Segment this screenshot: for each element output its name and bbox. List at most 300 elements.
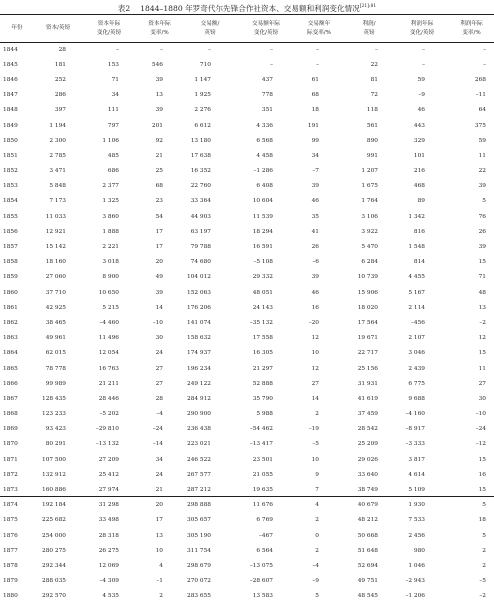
year-cell: 1864: [3, 350, 18, 357]
value-cell: –24: [152, 426, 163, 433]
value-cell: 22: [370, 61, 378, 68]
value-cell: 311 754: [187, 547, 211, 554]
value-cell: 17: [155, 244, 163, 251]
value-cell: –1 286: [253, 168, 273, 175]
value-cell: 15: [478, 259, 486, 266]
value-cell: 80 291: [45, 441, 66, 448]
value-cell: 17 564: [357, 319, 378, 326]
value-cell: –10: [152, 319, 163, 326]
value-cell: 4: [315, 502, 319, 509]
value-cell: 2 107: [408, 335, 425, 342]
value-cell: –13 075: [249, 562, 273, 569]
value-cell: 48 051: [252, 289, 273, 296]
value-cell: 20: [155, 259, 163, 266]
value-cell: 33 498: [98, 517, 119, 524]
value-cell: 270 072: [187, 578, 211, 585]
header-row: [0, 15, 494, 42]
value-cell: 12: [478, 335, 486, 342]
value-cell: 710: [199, 61, 211, 68]
value-cell: 28 542: [357, 426, 378, 433]
value-cell: 1 106: [102, 137, 119, 144]
value-cell: –: [483, 46, 486, 53]
table-row: [0, 255, 494, 270]
value-cell: 437: [261, 76, 273, 83]
value-cell: –1 206: [405, 593, 425, 600]
year-cell: 1844: [3, 46, 18, 53]
value-cell: 1 888: [102, 228, 119, 235]
year-cell: 1845: [3, 61, 18, 68]
year-cell: 1877: [3, 547, 18, 554]
value-cell: 2 439: [408, 365, 425, 372]
value-cell: 27: [478, 380, 486, 387]
year-cell: 1847: [3, 92, 18, 99]
value-cell: 63 197: [190, 228, 211, 235]
value-cell: 152 063: [187, 289, 211, 296]
value-cell: 443: [413, 122, 425, 129]
value-cell: –5: [312, 441, 319, 448]
value-cell: 298 679: [187, 562, 211, 569]
value-cell: 686: [107, 168, 119, 175]
value-cell: 123 233: [42, 411, 66, 418]
value-cell: 40 679: [357, 502, 378, 509]
value-cell: 216: [413, 168, 425, 175]
value-cell: 14: [311, 395, 319, 402]
value-cell: 1 930: [408, 502, 425, 509]
column-header-6: [295, 15, 343, 42]
value-cell: 3 018: [102, 259, 119, 266]
value-cell: 16 305: [252, 350, 273, 357]
value-cell: 485: [107, 152, 119, 159]
value-cell: 12: [311, 335, 319, 342]
value-cell: 72: [370, 92, 378, 99]
value-cell: 305 190: [187, 532, 211, 539]
value-cell: 280 275: [42, 547, 66, 554]
value-cell: 284 912: [187, 395, 211, 402]
value-cell: 71: [111, 76, 119, 83]
value-cell: –14: [152, 441, 163, 448]
year-cell: 1865: [3, 365, 18, 372]
year-cell: 1873: [3, 487, 18, 494]
value-cell: –4 309: [99, 578, 119, 585]
value-cell: 49: [155, 274, 163, 281]
value-cell: 18: [311, 107, 319, 114]
value-cell: 3 860: [102, 213, 119, 220]
value-cell: 30: [478, 395, 486, 402]
value-cell: 4: [159, 562, 163, 569]
year-cell: 1851: [3, 152, 18, 159]
value-cell: 3 471: [49, 168, 66, 175]
year-cell: 1879: [3, 578, 18, 585]
value-cell: 890: [366, 137, 378, 144]
value-cell: 329: [413, 137, 425, 144]
value-cell: –: [422, 61, 425, 68]
table-row: [0, 239, 494, 254]
value-cell: 0: [315, 532, 319, 539]
table-row: [0, 574, 494, 589]
column-header-2: [82, 15, 136, 42]
value-cell: 7 173: [49, 198, 66, 205]
table-title: 1844–1880 年罗奇代尔先锋合作社资本、交易额和利润变化情况: [140, 4, 360, 13]
year-cell: 1859: [3, 274, 18, 281]
value-cell: –: [270, 61, 273, 68]
value-cell: 101: [413, 152, 425, 159]
value-cell: 28: [155, 395, 163, 402]
table-row: [0, 498, 494, 513]
table-row: [0, 482, 494, 497]
year-cell: 1850: [3, 137, 18, 144]
value-cell: 20: [155, 502, 163, 509]
value-cell: 5 167: [408, 289, 425, 296]
value-cell: 28 318: [98, 532, 119, 539]
table-row: [0, 467, 494, 482]
value-cell: 9 688: [408, 395, 425, 402]
table-row: [0, 103, 494, 118]
value-cell: 16: [311, 304, 319, 311]
table-row: [0, 209, 494, 224]
value-cell: 25 209: [357, 441, 378, 448]
year-cell: 1875: [3, 517, 18, 524]
value-cell: 21 297: [252, 365, 273, 372]
value-cell: 31 298: [98, 502, 119, 509]
value-cell: 246 522: [187, 456, 211, 463]
value-cell: 34: [111, 92, 119, 99]
value-cell: 288 035: [42, 578, 66, 585]
value-cell: 5: [482, 532, 486, 539]
value-cell: 25 412: [98, 471, 119, 478]
year-cell: 1863: [3, 335, 18, 342]
value-cell: 2: [482, 547, 486, 554]
value-cell: 2 114: [408, 304, 425, 311]
value-cell: 3 817: [408, 456, 425, 463]
year-cell: 1876: [3, 532, 18, 539]
year-cell: 1849: [3, 122, 18, 129]
value-cell: 8 900: [102, 274, 119, 281]
value-cell: 10: [311, 350, 319, 357]
value-cell: 2: [315, 547, 319, 554]
value-cell: –28 607: [249, 578, 273, 585]
column-header-line: 变化/英镑: [409, 29, 435, 36]
column-header-line: 利润年际: [460, 20, 483, 27]
value-cell: –5: [479, 578, 486, 585]
year-cell: 1874: [3, 502, 18, 509]
value-cell: 11 496: [98, 335, 119, 342]
value-cell: –35 132: [249, 319, 273, 326]
value-cell: 3 922: [361, 228, 378, 235]
value-cell: 2 276: [194, 107, 211, 114]
value-cell: 35: [311, 213, 319, 220]
value-cell: 76: [478, 213, 486, 220]
value-cell: 79 788: [190, 244, 211, 251]
value-cell: –456: [411, 319, 425, 326]
column-header-line: 利润年际: [410, 20, 434, 27]
table-row: [0, 437, 494, 452]
table-row: [0, 164, 494, 179]
table-row: [0, 376, 494, 391]
value-cell: 54: [155, 213, 163, 220]
value-cell: 16 591: [252, 244, 273, 251]
value-cell: 13: [478, 304, 486, 311]
table-row: [0, 88, 494, 103]
value-cell: 5 470: [361, 244, 378, 251]
value-cell: 814: [413, 259, 425, 266]
value-cell: 27: [311, 380, 319, 387]
table-number: 表2: [117, 4, 131, 13]
table-row: [0, 331, 494, 346]
value-cell: 29 332: [252, 274, 273, 281]
value-cell: 2 456: [408, 532, 425, 539]
value-cell: –13 132: [95, 441, 119, 448]
value-cell: 160 886: [42, 487, 66, 494]
value-cell: 10 650: [98, 289, 119, 296]
value-cell: 5 848: [49, 183, 66, 190]
value-cell: 18 160: [45, 259, 66, 266]
table-row: [0, 179, 494, 194]
value-cell: 39: [478, 183, 486, 190]
value-cell: 71: [478, 274, 486, 281]
year-cell: 1868: [3, 411, 18, 418]
value-cell: 298 888: [187, 502, 211, 509]
value-cell: 37 459: [357, 411, 378, 418]
value-cell: 268: [474, 76, 486, 83]
table-row: [0, 346, 494, 361]
value-cell: 39: [155, 107, 163, 114]
value-cell: 290 900: [187, 411, 211, 418]
value-cell: 59: [478, 137, 486, 144]
value-cell: –4 460: [99, 319, 119, 326]
year-cell: 1855: [3, 213, 18, 220]
value-cell: 1 675: [361, 183, 378, 190]
column-header-line: 资本年际: [97, 20, 121, 27]
value-cell: 2: [482, 562, 486, 569]
table-row: [0, 285, 494, 300]
value-cell: 11 676: [252, 502, 273, 509]
value-cell: 13: [155, 92, 163, 99]
value-cell: –20: [308, 319, 319, 326]
table-row: [0, 133, 494, 148]
year-cell: 1860: [3, 289, 18, 296]
value-cell: –: [316, 46, 319, 53]
value-cell: 1 194: [49, 122, 66, 129]
value-cell: 24 143: [252, 304, 273, 311]
value-cell: 181: [54, 61, 66, 68]
value-cell: 29 026: [357, 456, 378, 463]
value-cell: 19 671: [357, 335, 378, 342]
value-cell: 2: [315, 517, 319, 524]
value-cell: –13 417: [249, 441, 273, 448]
value-cell: 41 619: [357, 395, 378, 402]
table-row: [0, 42, 494, 57]
table-row: [0, 513, 494, 528]
value-cell: 44 903: [190, 213, 211, 220]
value-cell: –7: [312, 168, 319, 175]
value-cell: 46: [311, 198, 319, 205]
value-cell: 26: [478, 228, 486, 235]
value-cell: 252: [54, 76, 66, 83]
column-header-8: [395, 15, 449, 42]
value-cell: –24: [475, 426, 486, 433]
value-cell: 7: [315, 487, 319, 494]
year-cell: 1858: [3, 259, 18, 266]
value-cell: 21 211: [98, 380, 119, 387]
citation-ref: [21]:81: [359, 4, 377, 9]
value-cell: 132 912: [42, 471, 66, 478]
value-cell: 17 638: [190, 152, 211, 159]
table-row: [0, 361, 494, 376]
value-cell: 12 921: [45, 228, 66, 235]
value-cell: 6 284: [361, 259, 378, 266]
year-cell: 1846: [3, 76, 18, 83]
value-cell: 1 764: [361, 198, 378, 205]
value-cell: –11: [475, 92, 486, 99]
value-cell: 27: [155, 380, 163, 387]
column-header-0: [0, 15, 34, 42]
value-cell: 15: [478, 487, 486, 494]
value-cell: 158 632: [187, 335, 211, 342]
value-cell: –29 810: [95, 426, 119, 433]
value-cell: –9: [418, 92, 425, 99]
column-header-line: 变化/英镑: [253, 29, 279, 36]
table-row: [0, 118, 494, 133]
value-cell: 27 974: [98, 487, 119, 494]
value-cell: 1 147: [194, 76, 211, 83]
column-header-line: 年份: [11, 25, 23, 31]
value-cell: 26 275: [98, 547, 119, 554]
value-cell: –4: [156, 411, 163, 418]
table-body: [0, 42, 494, 604]
value-cell: –6: [312, 259, 319, 266]
value-cell: –2 943: [405, 578, 425, 585]
value-cell: 15 906: [357, 289, 378, 296]
value-cell: 4 535: [102, 593, 119, 600]
value-cell: 11: [478, 152, 486, 159]
table-row: [0, 224, 494, 239]
value-cell: 1 925: [194, 92, 211, 99]
table-row: [0, 194, 494, 209]
value-cell: 68: [311, 92, 319, 99]
value-cell: 50 668: [357, 532, 378, 539]
value-cell: –: [160, 46, 163, 53]
value-cell: 141 074: [187, 319, 211, 326]
value-cell: 41: [311, 228, 319, 235]
value-cell: 4 455: [408, 274, 425, 281]
year-cell: 1856: [3, 228, 18, 235]
value-cell: 15: [478, 350, 486, 357]
value-cell: –: [116, 46, 119, 53]
table-row: [0, 543, 494, 558]
value-cell: 816: [413, 228, 425, 235]
value-cell: 104 012: [187, 274, 211, 281]
column-header-line: 英镑: [363, 29, 375, 36]
value-cell: 21: [155, 152, 163, 159]
value-cell: 81: [370, 76, 378, 83]
value-cell: 19 635: [252, 487, 273, 494]
value-cell: 254 000: [42, 532, 66, 539]
year-cell: 1870: [3, 441, 18, 448]
value-cell: 286: [54, 92, 66, 99]
value-cell: 33 640: [357, 471, 378, 478]
value-cell: 6 612: [194, 122, 211, 129]
value-cell: 34: [155, 456, 163, 463]
value-cell: 46: [417, 107, 425, 114]
value-cell: 249 122: [187, 380, 211, 387]
value-cell: 1 548: [408, 244, 425, 251]
value-cell: 797: [107, 122, 119, 129]
value-cell: 21 055: [252, 471, 273, 478]
table-row: [0, 558, 494, 573]
value-cell: 92: [155, 137, 163, 144]
table-row: [0, 300, 494, 315]
value-cell: 5 109: [408, 487, 425, 494]
value-cell: 26: [311, 244, 319, 251]
value-cell: 128 435: [42, 395, 66, 402]
column-header-4: [183, 15, 237, 42]
value-cell: 30: [155, 335, 163, 342]
value-cell: –9: [312, 578, 319, 585]
year-cell: 1867: [3, 395, 18, 402]
value-cell: 16 763: [98, 365, 119, 372]
year-cell: 1869: [3, 426, 18, 433]
column-header-line: 变化/英镑: [96, 29, 122, 36]
column-header-line: 际变率/%: [307, 29, 331, 36]
value-cell: 59: [417, 76, 425, 83]
table-row: [0, 528, 494, 543]
value-cell: 52 694: [357, 562, 378, 569]
value-cell: 1 046: [408, 562, 425, 569]
value-cell: 236 438: [187, 426, 211, 433]
table-caption: [0, 2, 494, 14]
value-cell: 22 717: [357, 350, 378, 357]
value-cell: 10 739: [357, 274, 378, 281]
column-header-line: 资本年际: [148, 20, 171, 27]
value-cell: 11: [478, 365, 486, 372]
value-cell: 61: [311, 76, 319, 83]
value-cell: 223 021: [187, 441, 211, 448]
value-cell: 468: [413, 183, 425, 190]
value-cell: 1 207: [361, 168, 378, 175]
table-row: [0, 270, 494, 285]
value-cell: 1 325: [102, 198, 119, 205]
value-cell: 267 577: [187, 471, 211, 478]
value-cell: 6 408: [256, 183, 273, 190]
value-cell: 48 545: [357, 593, 378, 600]
value-cell: 24: [155, 350, 163, 357]
table-row: [0, 315, 494, 330]
value-cell: 561: [366, 122, 378, 129]
column-header-line: 利润/: [362, 20, 376, 27]
value-cell: 46: [311, 289, 319, 296]
value-cell: 38 749: [357, 487, 378, 494]
value-cell: 191: [307, 122, 319, 129]
value-cell: –: [208, 46, 211, 53]
value-cell: 2 300: [49, 137, 66, 144]
value-cell: 2: [159, 593, 163, 600]
table-row: [0, 407, 494, 422]
year-cell: 1878: [3, 562, 18, 569]
column-header-9: [449, 15, 494, 42]
value-cell: 89: [417, 198, 425, 205]
value-cell: 25 156: [357, 365, 378, 372]
value-cell: 39: [155, 76, 163, 83]
column-header-line: 资本/英镑: [45, 25, 71, 31]
value-cell: 176 206: [187, 304, 211, 311]
year-cell: 1872: [3, 471, 18, 478]
value-cell: 2 221: [102, 244, 119, 251]
value-cell: 13 583: [252, 593, 273, 600]
data-table: [0, 15, 494, 604]
value-cell: 39: [311, 274, 319, 281]
value-cell: 5: [482, 502, 486, 509]
value-cell: –10: [475, 411, 486, 418]
